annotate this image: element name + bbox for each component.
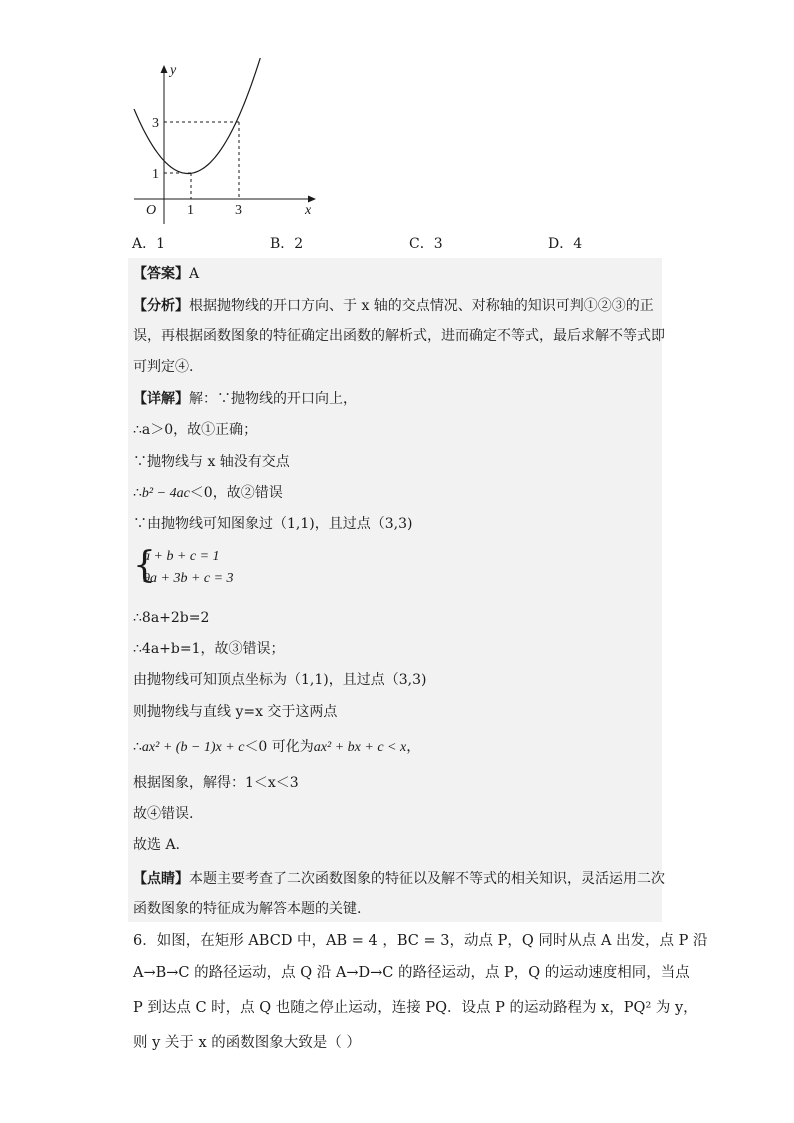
- detail-line-1: ∴a＞0，故①正确；: [133, 422, 258, 438]
- tick-y-1: 1: [152, 167, 159, 182]
- comment-tag: 【点睛】: [133, 871, 189, 887]
- option-b[interactable]: B．2: [270, 236, 304, 252]
- tick-x-3: 3: [235, 203, 242, 218]
- answer-tag: 【答案】: [133, 266, 189, 282]
- inequality-expr-1: ax² + (b − 1)x + c: [141, 740, 245, 755]
- detail-line-6: ∴4a+b=1，故③错误；: [133, 641, 285, 657]
- detail-l3-post: ＜0，故②错误: [189, 485, 283, 501]
- analysis-tag: 【分析】: [133, 298, 189, 314]
- system-brace: {: [133, 545, 156, 586]
- analysis-line-3: 可判定④.: [133, 359, 194, 375]
- x-axis-label: x: [305, 203, 312, 218]
- comment-line-1: [133, 870, 665, 888]
- equation-2: 9a + 3b + c = 3: [143, 571, 234, 586]
- detail-l9-mid: ＜0 可化为: [244, 739, 314, 755]
- comment-line-2: 函数图象的特征成为解答本题的关键.: [133, 901, 362, 917]
- detail-line-9: [133, 738, 420, 757]
- detail-line-5: ∴8a+2b=2: [133, 610, 210, 626]
- detail-l9-pre: ∴: [133, 739, 142, 755]
- equation-1: a + b + c = 1: [143, 549, 220, 564]
- detail-l9-post: ，: [406, 739, 421, 755]
- origin-label: O: [146, 203, 157, 218]
- tick-y-3: 3: [152, 116, 159, 131]
- detail-tag: 【详解】: [133, 391, 189, 407]
- detail-line-4: ∵由抛物线可知图象过（1,1)，且过点（3,3): [133, 516, 413, 532]
- question6-line-3: P 到达点 C 时，点 Q 也随之停止运动，连接 PQ．设点 P 的运动路程为 x，PQ² 为 y，: [133, 1000, 698, 1016]
- detail-line-11: 故④错误.: [133, 806, 194, 822]
- detail-line-12: 故选 A.: [133, 837, 181, 853]
- analysis-line-1: [133, 297, 654, 315]
- detail-line-7: 由抛物线可知顶点坐标为（1,1)，且过点（3,3): [133, 672, 427, 688]
- equation-system: [133, 545, 273, 591]
- parabola-graph: [126, 58, 326, 228]
- y-axis-arrow: [161, 65, 168, 73]
- option-a[interactable]: A．1: [132, 236, 166, 252]
- detail-line-0: [133, 390, 357, 408]
- detail-line-8: 则抛物线与直线 y=x 交于这两点: [133, 704, 338, 720]
- question6-line-2: A→B→C 的路径运动，点 Q 沿 A→D→C 的路径运动，点 P，Q 的运动速度相同，当点: [133, 965, 690, 981]
- analysis-line-2: 误，再根据函数图象的特征确定出函数的解析式，进而确定不等式，最后求解不等式即: [133, 328, 665, 344]
- analysis-text-1: 根据抛物线的开口方向、于 x 轴的交点情况、对称轴的知识可判①②③的正: [189, 298, 654, 314]
- comment-text-1: 本题主要考查了二次函数图象的特征以及解不等式的相关知识，灵活运用二次: [189, 871, 665, 887]
- tick-x-1: 1: [187, 203, 194, 218]
- detail-l3-pre: ∴: [133, 485, 142, 501]
- detail-line-10: 根据图象，解得：1＜x＜3: [133, 775, 299, 791]
- option-c[interactable]: C．3: [409, 236, 443, 252]
- y-axis-label: y: [170, 63, 177, 78]
- x-axis-arrow: [308, 196, 316, 203]
- answer-text: A: [189, 266, 200, 282]
- detail-text-0: 解：∵抛物线的开口向上，: [189, 391, 357, 407]
- inequality-expr-2: ax² + bx + c < x: [313, 740, 407, 755]
- question6-line-1: 6．如图，在矩形 ABCD 中，AB = 4 ，BC = 3，动点 P，Q 同时从点 A 出发，点 P 沿: [133, 933, 708, 949]
- question6-line-4: 则 y 关于 x 的函数图象大致是（ ）: [133, 1035, 361, 1051]
- answer-line: [133, 265, 199, 283]
- parabola-figure: [126, 58, 326, 228]
- detail-line-3: [133, 484, 283, 503]
- option-d[interactable]: D．4: [548, 236, 583, 252]
- discriminant-expr: b² − 4ac: [141, 486, 190, 501]
- detail-line-2: ∵抛物线与 x 轴没有交点: [133, 454, 290, 470]
